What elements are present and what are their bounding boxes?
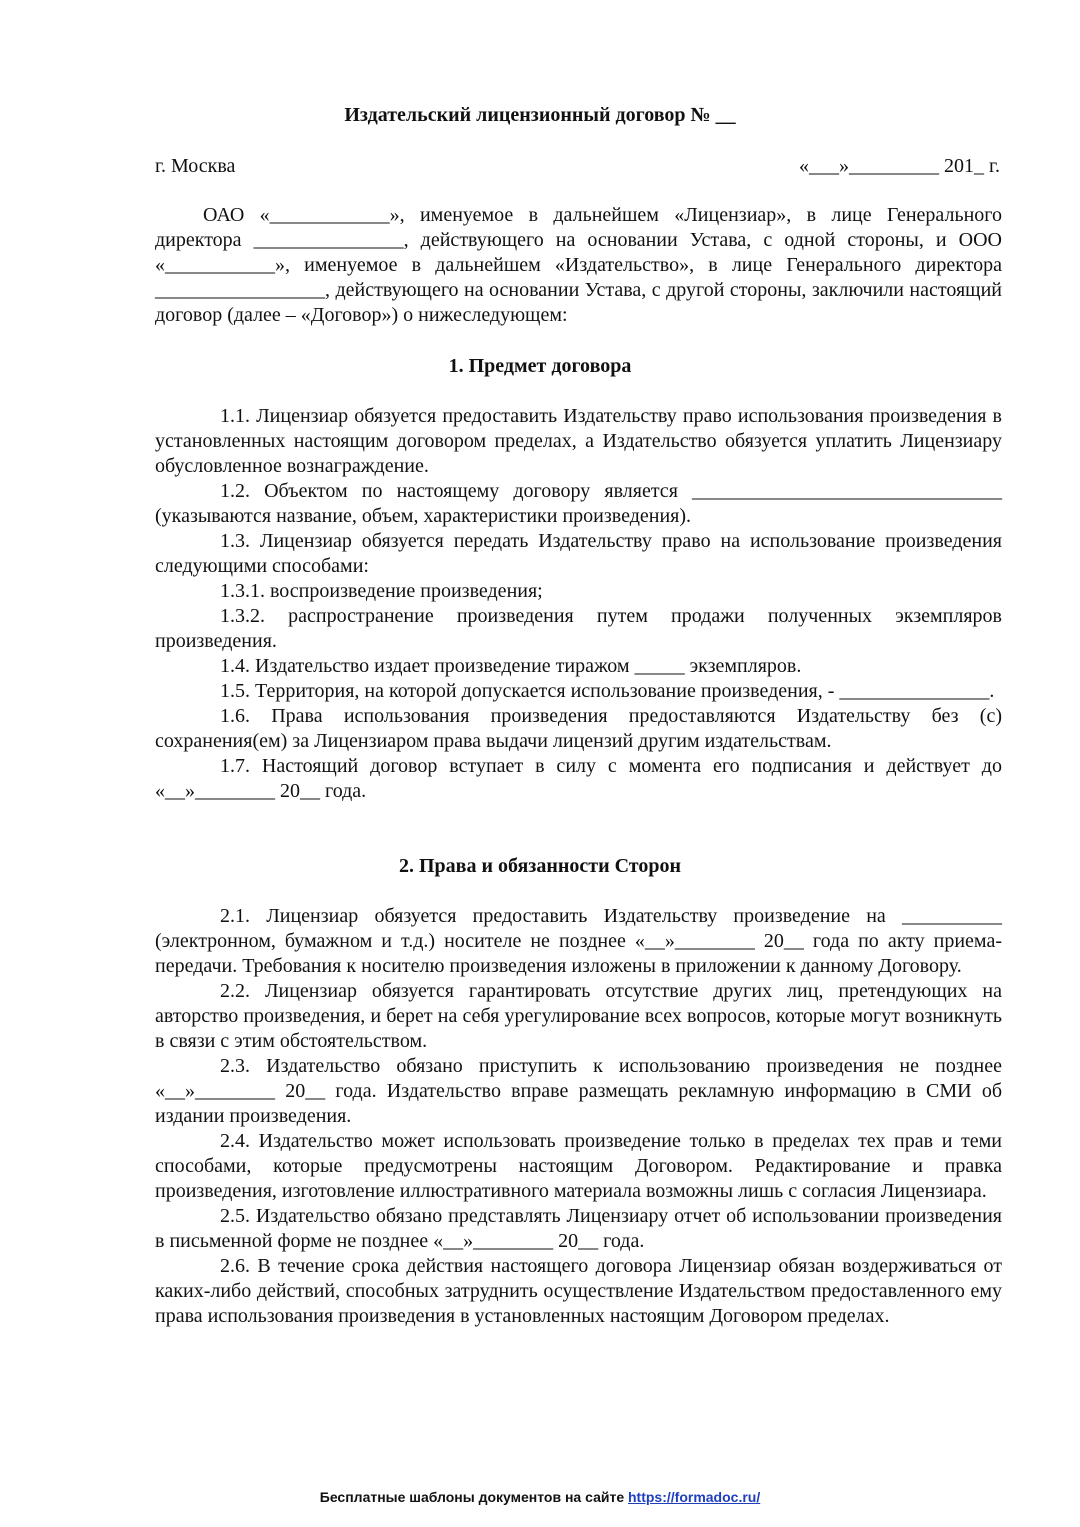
- clause-1-5: 1.5. Территория, на которой допускается использование произведения, - _______________.: [220, 680, 995, 702]
- clause-1-4: 1.4. Издательство издает произведение тиражом _____ экземпляров.: [220, 655, 802, 677]
- clause-1-3-2: 1.3.2. распространение произведения путем продажи полученных экземпляров произведения.: [155, 605, 1002, 652]
- footer-promo: [0, 1489, 1080, 1505]
- section-1-body: [155, 404, 1002, 804]
- clause-1-3-1: 1.3.1. воспроизведение произведения;: [220, 580, 543, 602]
- contract-city: г. Москва: [155, 155, 236, 177]
- footer-text: Бесплатные шаблоны документов на сайте: [319, 1489, 625, 1505]
- clause-2-1: 2.1. Лицензиар обязуется предоставить Издательству произведение на __________ (электронном, бумажном и т.д.) носителе не позднее «__»________ 20__ года по акту приема-передачи. Требования к носителю произведения изложены в приложении к данному Договору.: [155, 905, 1002, 977]
- clause-1-7: 1.7. Настоящий договор вступает в силу с момента его подписания и действует до «__»________ 20__ года.: [155, 755, 1002, 802]
- section-2-body: [155, 904, 1002, 1329]
- clause-2-4: 2.4. Издательство может использовать произведение только в пределах тех прав и теми способами, которые предусмотрены настоящим Договором. Редактирование и правка произведения, изготовление иллюстративного материала возможны лишь с согласия Лицензиара.: [155, 1130, 1002, 1202]
- clause-2-2: 2.2. Лицензиар обязуется гарантировать отсутствие других лиц, претендующих на авторство произведения, и берет на себя урегулирование всех вопросов, которые могут возникнуть в связи с этим обстоятельством.: [155, 980, 1002, 1052]
- document-title: Издательский лицензионный договор № __: [344, 104, 736, 126]
- clause-1-6: 1.6. Права использования произведения предоставляются Издательству без (с) сохранения(ем) за Лицензиаром права выдачи лицензий другим издательствам.: [155, 705, 1002, 752]
- clause-1-2: 1.2. Объектом по настоящему договору является _______________________________ (указываются название, объем, характеристики произведения).: [155, 480, 1002, 527]
- clause-1-3: 1.3. Лицензиар обязуется передать Издательству право на использование произведения следующими способами:: [155, 530, 1002, 577]
- preamble-paragraph: ОАО «____________», именуемое в дальнейшем «Лицензиар», в лице Генерального директора _______________, действующего на основании Устава, с одной стороны, и ООО «___________», именуемое в дальнейшем «Издательство», в лице Генерального директора _________________, действующего на основании Устава, с другой стороны, заключили настоящий договор (далее – «Договор») о нижеследующем:: [155, 204, 1002, 326]
- clause-2-5: 2.5. Издательство обязано представлять Лицензиару отчет об использовании произведения в письменной форме не позднее «__»________ 20__ года.: [155, 1205, 1002, 1252]
- section-2-heading: 2. Права и обязанности Сторон: [398, 855, 682, 877]
- clause-1-1: 1.1. Лицензиар обязуется предоставить Издательству право использования произведения в установленных настоящим договором пределах, а Издательство обязуется уплатить Лицензиару обусловленное вознаграждение.: [155, 405, 1002, 477]
- clause-2-3: 2.3. Издательство обязано приступить к использованию произведения не позднее «__»________ 20__ года. Издательство вправе размещать рекламную информацию в СМИ об издании произведения.: [155, 1055, 1002, 1127]
- preamble-block: [155, 203, 1002, 328]
- contract-date: «___»_________ 201_ г.: [799, 155, 1000, 177]
- footer-link[interactable]: https://formadoc.ru/: [628, 1489, 761, 1505]
- section-1-heading: 1. Предмет договора: [448, 355, 632, 377]
- clause-2-6: 2.6. В течение срока действия настоящего договора Лицензиар обязан воздерживаться от каких-либо действий, способных затруднить осуществление Издательством предоставленного ему права использования произведения в установленных настоящим Договором пределах.: [155, 1255, 1002, 1327]
